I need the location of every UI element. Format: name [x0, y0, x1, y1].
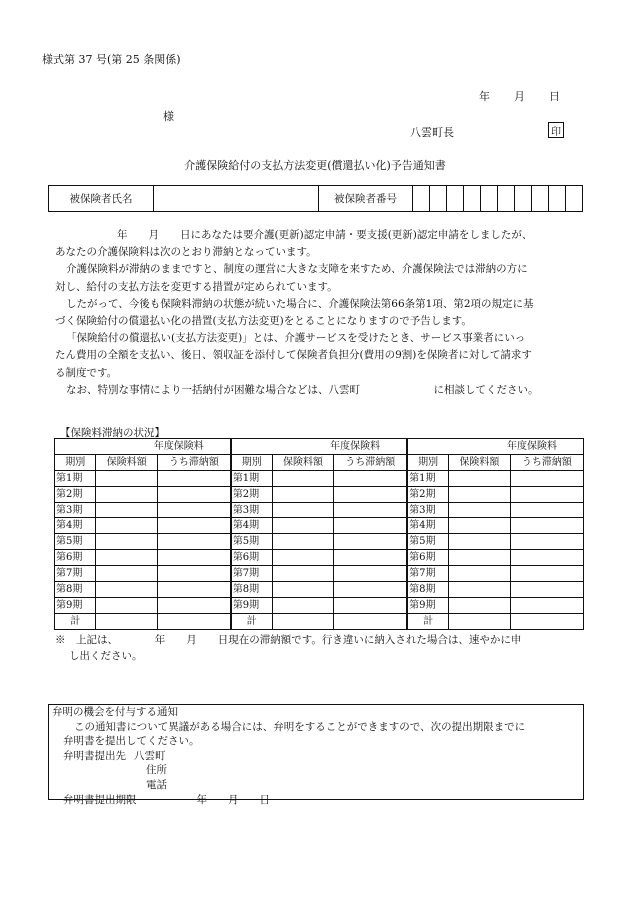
- date-day: 日: [549, 90, 560, 103]
- period-label: 第6期: [407, 550, 448, 566]
- unpaid-amount-cell: [334, 486, 407, 502]
- period-label: 第9期: [55, 597, 96, 613]
- arrears-column-header-row: [55, 454, 584, 470]
- fiscal-year-header: 年度保険料: [407, 439, 583, 455]
- unpaid-amount-cell: [158, 470, 231, 486]
- arrears-table: [54, 438, 584, 630]
- period-row: [55, 534, 584, 550]
- unpaid-header: うち滞納額: [158, 454, 231, 470]
- arrears-year-header-row: [55, 439, 584, 455]
- notice-box-line2: 弁明書を提出してください。: [63, 735, 200, 748]
- period-label: 第4期: [407, 518, 448, 534]
- premium-amount-cell: [449, 613, 511, 629]
- fiscal-year-header: 年度保険料: [55, 439, 231, 455]
- body-p1-line2: あなたの介護保険料は次のとおり滞納となっています。: [55, 246, 317, 259]
- premium-amount-cell: [272, 470, 334, 486]
- notice-box-line1: この通知書について異議がある場合には、弁明をすることができますので、次の提出期限までに: [74, 720, 526, 733]
- date-month: 月: [514, 90, 525, 103]
- insured-number-digit: [498, 186, 515, 212]
- period-label: 第1期: [55, 470, 96, 486]
- insured-number-digit: [413, 186, 430, 212]
- premium-amount-cell: [96, 613, 158, 629]
- premium-amount-cell: [96, 582, 158, 598]
- notice-body: [55, 227, 585, 399]
- arrears-section-title: 【保険料滞納の状況】: [60, 427, 165, 439]
- insured-number-digit: [481, 186, 498, 212]
- body-p3-line1: したがって、今後も保険料滞納の状態が続いた場合に、介護保険法第66条第1項、第2項の規定に基: [66, 297, 534, 310]
- insured-name-label: 被保険者氏名: [49, 186, 154, 212]
- premium-amount-cell: [449, 502, 511, 518]
- unpaid-amount-cell: [334, 534, 407, 550]
- premium-amount-cell: [96, 486, 158, 502]
- premium-amount-cell: [272, 486, 334, 502]
- date-year: 年: [479, 90, 490, 103]
- unpaid-amount-cell: [510, 502, 583, 518]
- arrears-note: [55, 632, 521, 664]
- premium-amount-cell: [449, 470, 511, 486]
- unpaid-amount-cell: [510, 566, 583, 582]
- period-label: 第3期: [231, 502, 272, 518]
- form-number: 様式第 37 号(第 25 条関係): [42, 53, 181, 66]
- destination-phone: 電話: [146, 778, 167, 791]
- destination-label: 弁明書提出先: [63, 749, 126, 762]
- unpaid-amount-cell: [334, 613, 407, 629]
- period-label: 第2期: [231, 486, 272, 502]
- insured-number-digit: [566, 186, 583, 212]
- insured-number-digit: [515, 186, 532, 212]
- insured-number-label: 被保険者番号: [319, 186, 413, 212]
- notice-box-title: 弁明の機会を付与する通知: [52, 706, 178, 718]
- premium-amount-cell: [449, 597, 511, 613]
- premium-amount-cell: [96, 470, 158, 486]
- unpaid-amount-cell: [334, 566, 407, 582]
- premium-amount-cell: [449, 534, 511, 550]
- unpaid-amount-cell: [510, 470, 583, 486]
- unpaid-amount-cell: [158, 486, 231, 502]
- period-label: 第5期: [55, 534, 96, 550]
- period-label: 第5期: [231, 534, 272, 550]
- unpaid-amount-cell: [510, 486, 583, 502]
- total-label: 計: [55, 613, 96, 629]
- premium-amount-cell: [272, 597, 334, 613]
- unpaid-amount-cell: [158, 566, 231, 582]
- body-p5-line1: なお、特別な事情により一括納付が困難な場合などは、八雲町 に相談してください。: [66, 383, 539, 396]
- period-label: 第7期: [407, 566, 448, 582]
- body-p3-line2: づく保険給付の償還払い化の措置(支払方法変更)をとることになりますので予告します。: [55, 315, 472, 328]
- unpaid-amount-cell: [510, 597, 583, 613]
- unpaid-amount-cell: [158, 550, 231, 566]
- unpaid-amount-cell: [158, 613, 231, 629]
- period-label: 第8期: [231, 582, 272, 598]
- premium-amount-cell: [272, 502, 334, 518]
- period-label: 第2期: [407, 486, 448, 502]
- total-label: 計: [231, 613, 272, 629]
- premium-amount-cell: [272, 534, 334, 550]
- addressee-suffix: 様: [163, 110, 174, 123]
- body-p2-line1: 介護保険料が滞納のままですと、制度の運営に大きな支障を来すため、介護保険法では滞納の方に: [66, 263, 528, 276]
- deadline-value: 年 月 日: [196, 793, 270, 806]
- premium-amount-cell: [272, 550, 334, 566]
- period-label: 第5期: [407, 534, 448, 550]
- insured-number-digit: [447, 186, 464, 212]
- note-line2: し出ください。: [69, 650, 143, 662]
- insured-number-digit: [549, 186, 566, 212]
- premium-amount-cell: [96, 566, 158, 582]
- body-p4-line3: る制度です。: [55, 366, 118, 379]
- premium-amount-cell: [272, 582, 334, 598]
- period-label: 第6期: [55, 550, 96, 566]
- unpaid-amount-cell: [510, 518, 583, 534]
- period-label: 第9期: [231, 597, 272, 613]
- premium-amount-cell: [96, 518, 158, 534]
- period-row: [55, 597, 584, 613]
- period-label: 第3期: [55, 502, 96, 518]
- insured-number-digit: [532, 186, 549, 212]
- deadline-label: 弁明書提出期限: [63, 793, 137, 806]
- unpaid-amount-cell: [510, 534, 583, 550]
- period-row: [55, 566, 584, 582]
- period-label: 第1期: [231, 470, 272, 486]
- unpaid-amount-cell: [334, 582, 407, 598]
- unpaid-amount-cell: [510, 550, 583, 566]
- submission-destination: [52, 749, 525, 764]
- period-label: 第6期: [231, 550, 272, 566]
- issue-date: [479, 88, 560, 104]
- period-label: 第4期: [231, 518, 272, 534]
- period-label: 第4期: [55, 518, 96, 534]
- premium-amount-cell: [449, 486, 511, 502]
- explanation-notice-text: [52, 705, 525, 807]
- sender-name: 八雲町長: [410, 126, 454, 139]
- unpaid-amount-cell: [158, 502, 231, 518]
- insured-info-table: [48, 185, 583, 212]
- premium-amount-cell: [96, 502, 158, 518]
- period-label: 第7期: [55, 566, 96, 582]
- unpaid-amount-cell: [334, 518, 407, 534]
- period-header: 期別: [55, 454, 96, 470]
- period-row: [55, 502, 584, 518]
- premium-amount-cell: [272, 613, 334, 629]
- premium-amount-cell: [272, 518, 334, 534]
- premium-amount-cell: [449, 566, 511, 582]
- premium-amount-cell: [449, 518, 511, 534]
- period-label: 第2期: [55, 486, 96, 502]
- document-title: 介護保険給付の支払方法変更(償還払い化)予告通知書: [184, 159, 446, 172]
- period-label: 第8期: [55, 582, 96, 598]
- period-header: 期別: [407, 454, 448, 470]
- destination-value: 八雲町: [134, 749, 166, 762]
- seal-mark: 印: [548, 122, 564, 138]
- unpaid-header: うち滞納額: [510, 454, 583, 470]
- insured-number-digit: [464, 186, 481, 212]
- body-p1-line1: 年 月 日にあなたは要介護(更新)認定申請・要支援(更新)認定申請をしましたが、: [117, 229, 533, 241]
- fiscal-year-header: 年度保険料: [231, 439, 407, 455]
- period-row: [55, 470, 584, 486]
- period-label: 第8期: [407, 582, 448, 598]
- unpaid-amount-cell: [334, 470, 407, 486]
- body-p4-line1: 「保険給付の償還払い(支払方法変更)」とは、介護サービスを受けたとき、サービス事業者にいっ: [66, 332, 526, 345]
- note-line1: ※ 上記は、 年 月 日現在の滞納額です。行き違いに納入された場合は、速やかに申: [55, 634, 522, 646]
- unpaid-amount-cell: [334, 502, 407, 518]
- destination-address: 住所: [146, 764, 167, 777]
- premium-amount-cell: [96, 534, 158, 550]
- unpaid-amount-cell: [158, 597, 231, 613]
- submission-deadline: [52, 793, 525, 808]
- insured-number-digit: [430, 186, 447, 212]
- period-row: [55, 582, 584, 598]
- period-header: 期別: [231, 454, 272, 470]
- premium-header: 保険料額: [449, 454, 511, 470]
- unpaid-amount-cell: [334, 550, 407, 566]
- unpaid-amount-cell: [158, 582, 231, 598]
- premium-amount-cell: [96, 550, 158, 566]
- period-row: [55, 550, 584, 566]
- total-row: [55, 613, 584, 629]
- period-label: 第9期: [407, 597, 448, 613]
- period-row: [55, 518, 584, 534]
- unpaid-header: うち滞納額: [334, 454, 407, 470]
- period-row: [55, 486, 584, 502]
- unpaid-amount-cell: [510, 582, 583, 598]
- total-label: 計: [407, 613, 448, 629]
- unpaid-amount-cell: [158, 518, 231, 534]
- unpaid-amount-cell: [334, 597, 407, 613]
- period-label: 第3期: [407, 502, 448, 518]
- premium-amount-cell: [449, 582, 511, 598]
- premium-amount-cell: [272, 566, 334, 582]
- premium-amount-cell: [449, 550, 511, 566]
- premium-amount-cell: [96, 597, 158, 613]
- premium-header: 保険料額: [272, 454, 334, 470]
- unpaid-amount-cell: [158, 534, 231, 550]
- insured-name-field: [154, 186, 319, 212]
- unpaid-amount-cell: [510, 613, 583, 629]
- body-p2-line2: 対し、給付の支払方法を変更する措置が定められています。: [55, 280, 338, 293]
- period-label: 第7期: [231, 566, 272, 582]
- body-p4-line2: たん費用の全額を支払い、後日、領収証を添付して保険者負担分(費用の9割)を保険者に対して請求す: [55, 349, 532, 362]
- period-label: 第1期: [407, 470, 448, 486]
- premium-header: 保険料額: [96, 454, 158, 470]
